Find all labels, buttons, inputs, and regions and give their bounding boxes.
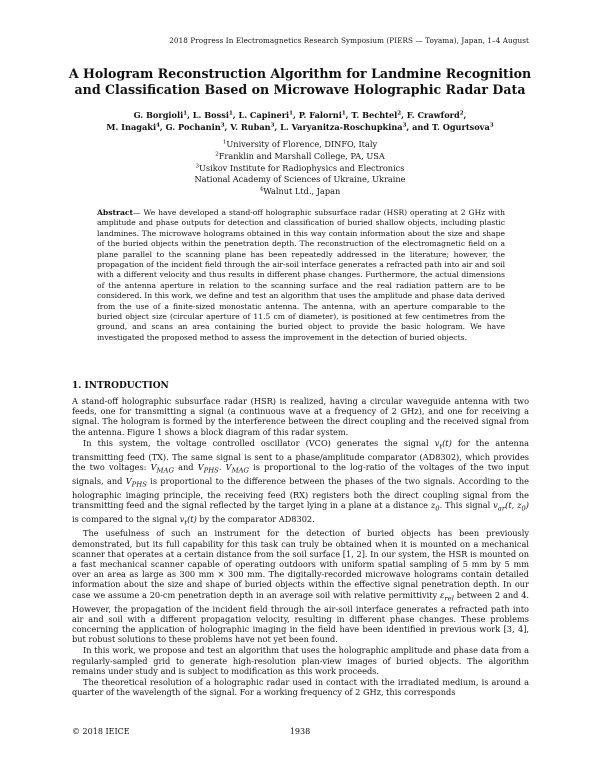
author-line-2: M. Inagaki$^4$, G. Pochanin$^3$, V. Ruban$^3$, L. Varyanitza-Roschupkina$^3$, and T. Ogurtsova$^3$ <box>106 122 494 132</box>
author: L. Bossi <box>192 110 229 120</box>
paragraph <box>72 528 529 644</box>
abstract-label: Abstract <box>97 208 134 217</box>
paragraph: In this work, we propose and test an algorithm that uses the holographic amplitude and phase data from a regularly-sampled grid to generate high-resolution plan-view images of buried objects. The algorithm remains under study and is subject to modification as this work proceeds. <box>72 645 529 676</box>
author-affil-mark: 4 <box>156 122 160 129</box>
affiliations <box>55 139 545 198</box>
author-affil-mark: 2 <box>397 110 402 117</box>
page-number: 1938 <box>289 727 311 736</box>
paper-title <box>55 66 545 98</box>
title-line-1: A Hologram Reconstruction Algorithm for Landmine Recognition <box>68 66 532 81</box>
author-affil-mark: 3 <box>402 122 407 129</box>
text: The usefulness of such an instrument for the detection of buried objects has been previously demonstrated, but its full capability for this task can truly be obtained when it is mounted on a mechanical scanner that operates at a certain distance from the soil surface [1, 2]. In our system, the HSR is mounted on a fast mechanical scanner capable of operating outdoors with uniform spatial sampling of 5 mm by 5 mm over an area as large as 300 mm × 300 mm. The digitally-recorded microwave holograms contain detailed information about the size and shape of buried objects within the effective signal penetration depth. In our case we assume a 20-cm penetration depth in an average soil with relative permittivity <box>72 528 529 600</box>
text: . This signal <box>439 499 494 510</box>
text: between 2 and 4. However, the propagation of the incident field through the air-soil interface generates a refracted path into air and soil with a different propagation velocity, resulting in different phase changes. These problems concerning the application of holographic imaging in the field have been identified in previous work [3, 4], but robust solutions to these problems have not yet been found. <box>72 589 529 645</box>
author-affil-mark: 3 <box>489 122 494 129</box>
copyright: © 2018 IEICE <box>72 727 130 736</box>
affil-mark: 1 <box>222 139 227 146</box>
text: for the antenna transmitting feed (TX). The same signal is sent to a phase/amplitude comparator (AD8302), which provides the two voltages: <box>72 437 529 472</box>
math: $z_0$ <box>430 499 440 513</box>
text: In this system, the voltage controlled oscillator (VCO) generates the signal <box>83 437 435 448</box>
author-affil-mark: 1 <box>228 110 233 117</box>
author-list <box>55 109 545 133</box>
affil-mark: 3 <box>195 162 200 169</box>
math: $V_{MAG}$ <box>150 461 174 475</box>
text: . <box>218 461 226 472</box>
paragraph: The theoretical resolution of a holographic radar used in contact with the irradiated medium, is around a quarter of the wavelength of the signal. For a working frequency of 2 GHz, this corresponds <box>72 676 529 698</box>
affiliation <box>55 174 545 186</box>
text: is compared to the signal <box>72 513 180 524</box>
section-heading: 1. INTRODUCTION <box>72 381 169 391</box>
paragraph <box>72 438 529 528</box>
abstract <box>97 208 505 343</box>
math: $\varepsilon_{rel}$ <box>440 589 454 603</box>
math: $v_t(t)$ <box>434 437 452 451</box>
text: by the comparator AD8302. <box>196 513 315 524</box>
author-affil-mark: 1 <box>183 110 188 117</box>
text: is proportional to the difference between the phases of the two signals. According to the holographic imaging principle, the receiving feed (RX) registers both the direct coupling signal from the transmitting feed and the signal reflected by the target lying in a plane at a distance <box>72 475 529 510</box>
author: M. Inagaki <box>106 122 157 132</box>
author: V. Ruban <box>230 122 271 132</box>
math: $V_{PHS}$ <box>125 475 147 489</box>
affil-text: National Academy of Sciences of Ukraine, Ukraine <box>194 174 406 185</box>
author-affil-mark: 1 <box>341 110 346 117</box>
affil-mark: 4 <box>259 186 264 193</box>
author-and: and <box>412 122 430 132</box>
author: P. Falorni <box>298 110 342 120</box>
affil-text: Walnut Ltd., Japan <box>263 186 341 197</box>
author-affil-mark: 2 <box>459 110 464 117</box>
math: $v_t(t)$ <box>179 513 197 527</box>
math: $V_{MAG}$ <box>225 461 249 475</box>
paragraph: A stand-off holographic subsurface radar (HSR) is realized, having a circular waveguide antenna with two feeds, one for transmitting a signal (a continuous wave at a frequency of 2 GHz), and one for receiving a signal. The hologram is formed by the interference between the direct coupling and the received signal from the antenna. Figure 1 shows a block diagram of this radar system. <box>72 396 529 437</box>
affil-text: Franklin and Marshall College, PA, USA <box>218 150 385 161</box>
author-affil-mark: 3 <box>270 122 275 129</box>
affiliation <box>55 163 545 175</box>
author: G. Borgioli <box>133 110 184 120</box>
text: is proportional to the log-ratio of the voltages of the two input signals, and <box>72 461 529 486</box>
author-affil-mark: 3 <box>220 122 225 129</box>
author-line-1: G. Borgioli$^1$, L. Bossi$^1$, L. Capineri$^1$, P. Falorni$^1$, T. Bechtel$^2$, F. Crawford$^2$, <box>133 110 467 120</box>
affiliation <box>55 139 545 151</box>
author: L. Varyanitza-Roschupkina <box>280 122 403 132</box>
affiliation <box>55 186 545 198</box>
author: T. Bechtel <box>351 110 398 120</box>
body-text <box>72 396 529 698</box>
affil-mark: 2 <box>215 151 219 158</box>
author: F. Crawford <box>406 110 460 120</box>
affil-text: University of Florence, DINFO, Italy <box>226 139 378 149</box>
title-line-2: and Classification Based on Microwave Holographic Radar Data <box>74 82 526 97</box>
affiliation <box>55 151 545 163</box>
math: $v_{ar}(t$, $z_0$) <box>493 499 529 513</box>
author-affil-mark: 1 <box>289 110 293 117</box>
math: $V_{PHS}$ <box>197 461 219 475</box>
affil-text: Usikov Institute for Radiophysics and Electronics <box>199 162 405 173</box>
author: G. Pochanin <box>165 122 221 132</box>
text: and <box>173 461 198 472</box>
abstract-text: — We have developed a stand-off holographic subsurface radar (HSR) operating at 2 GHz with amplitude and phase outputs for detection and classification of buried shallow objects, including plastic landmines. The microwave holograms obtained in this way contain information about the size and shape of the buried objects within the penetration depth. The reconstruction of the electromagnetic field on a plane parallel to the scanning plane has been repeatedly addressed in the literature; however, the propagation of the incident field through the air-soil interface generates a refracted path into air and soil with a different velocity and thus results in different phase changes. Furthermore, the actual dimensions of the antenna aperture in relation to the scanning surface and the real radiation pattern are to be considered. In this work, we define and test an algorithm that uses the amplitude and phase data derived from the use of a finite-sized monostatic antenna. The antenna, with an aperture comparable to the buried object size (circular aperture of 11.5 cm of diameter), is positioned at few centimetres from the ground, and scans an area containing the buried object to provide the basic hologram. We have investigated the proposed method to assess the improvement in the detection of buried objects. <box>97 208 505 342</box>
author: T. Ogurtsova <box>431 122 490 132</box>
conference-header: 2018 Progress In Electromagnetics Research Symposium (PIERS — Toyama), Japan, 1–4 August <box>169 36 529 45</box>
author: L. Capineri <box>238 110 290 120</box>
